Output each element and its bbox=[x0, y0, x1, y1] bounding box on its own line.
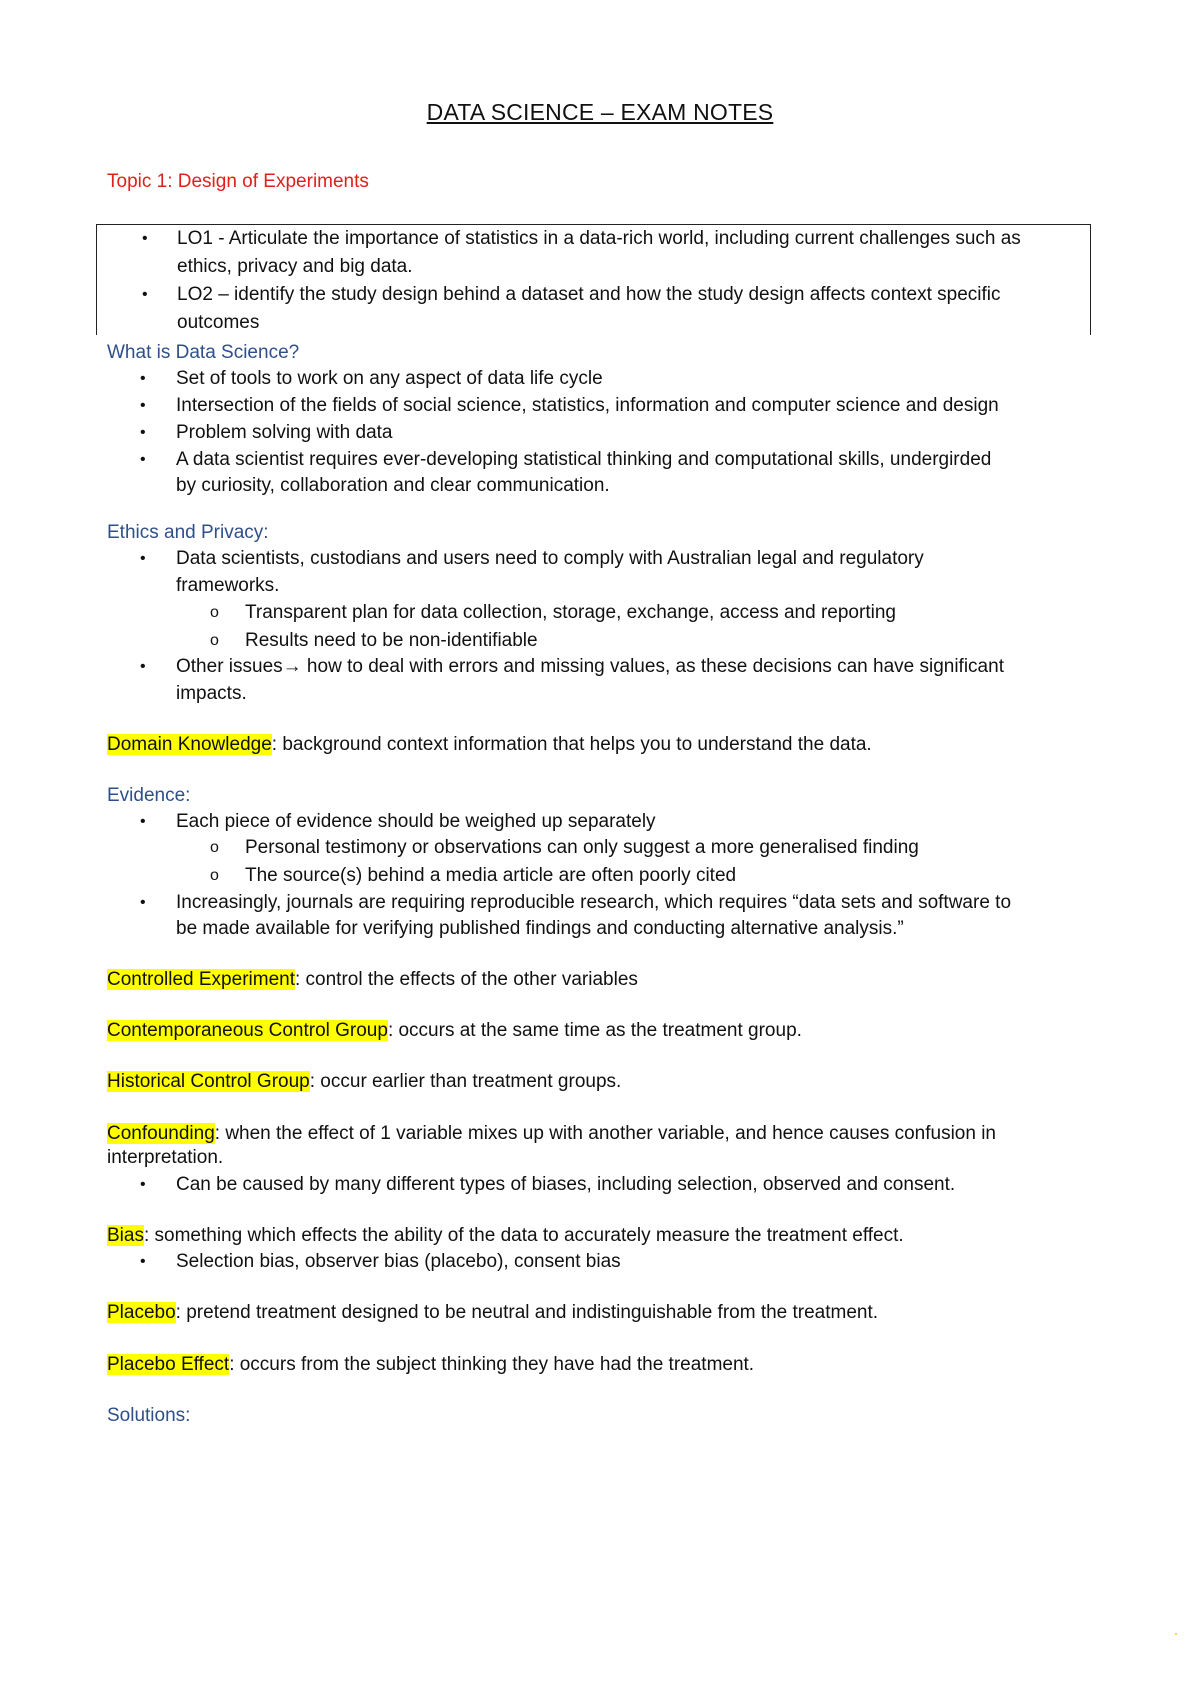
sub-list-item-text: Transparent plan for data collection, storage, exchange, access and reporting bbox=[245, 602, 896, 623]
list-item-text: impacts. bbox=[176, 683, 247, 704]
definition-placebo-effect bbox=[107, 1351, 1107, 1379]
definition-contemporaneous-control bbox=[107, 1017, 1107, 1045]
sub-list-item-text: Results need to be non-identifiable bbox=[245, 630, 538, 651]
page-title: DATA SCIENCE – EXAM NOTES bbox=[426, 99, 774, 125]
learning-objectives-box bbox=[96, 224, 1091, 335]
list-item-text: Data scientists, custodians and users need to comply with Australian legal and regulatory bbox=[176, 548, 924, 569]
bullet-icon: • bbox=[140, 1176, 146, 1193]
section-heading-ethics: Ethics and Privacy: bbox=[107, 522, 269, 543]
list-item-text: Each piece of evidence should be weighed up separately bbox=[176, 811, 656, 832]
list-item bbox=[97, 281, 1090, 337]
definition-controlled-experiment bbox=[107, 966, 1107, 994]
definition-placebo bbox=[107, 1299, 1107, 1327]
list-item-text: Selection bias, observer bias (placebo), consent bias bbox=[176, 1251, 621, 1272]
highlighted-term: Confounding bbox=[107, 1123, 215, 1144]
circle-bullet-icon: o bbox=[210, 604, 219, 621]
list-item-text: Can be caused by many different types of biases, including selection, observed and consent. bbox=[176, 1174, 956, 1195]
definition-text: : background context information that helps you to understand the data. bbox=[271, 734, 872, 755]
list-item-text: Set of tools to work on any aspect of data life cycle bbox=[176, 368, 603, 389]
definition-continuation: interpretation. bbox=[107, 1147, 224, 1168]
bullet-icon: • bbox=[140, 550, 146, 567]
highlighted-term: Placebo bbox=[107, 1302, 176, 1323]
arrow-right-icon: → bbox=[282, 656, 302, 677]
circle-bullet-icon: o bbox=[210, 839, 219, 856]
list-item-text-start: Other issues bbox=[176, 656, 283, 677]
section-heading-solutions: Solutions: bbox=[107, 1405, 191, 1426]
learning-objectives-list bbox=[97, 225, 1090, 337]
definition-bias bbox=[107, 1222, 1107, 1250]
bullet-icon: • bbox=[140, 813, 146, 830]
list-item bbox=[97, 225, 1090, 281]
definition-text: : occur earlier than treatment groups. bbox=[309, 1071, 622, 1092]
list-item-text: A data scientist requires ever-developing statistical thinking and computational skills, undergirded bbox=[176, 449, 992, 470]
list-item-text: Problem solving with data bbox=[176, 422, 393, 443]
definition-historical-control bbox=[107, 1068, 1107, 1096]
sub-list-item-text: Personal testimony or observations can only suggest a more generalised finding bbox=[245, 837, 919, 858]
definition-text: : something which effects the ability of the data to accurately measure the treatment effect. bbox=[143, 1225, 904, 1246]
list-item-text-end: how to deal with errors and missing values, as these decisions can have significant bbox=[301, 656, 1004, 677]
bullet-icon: • bbox=[140, 397, 146, 414]
bullet-icon: • bbox=[140, 1253, 146, 1270]
definition-text: : control the effects of the other variables bbox=[294, 969, 638, 990]
bullet-icon: • bbox=[140, 370, 146, 387]
list-item-text: Intersection of the fields of social science, statistics, information and computer science and design bbox=[176, 395, 999, 416]
definition-domain-knowledge bbox=[107, 731, 1107, 759]
topic-heading: Topic 1: Design of Experiments bbox=[107, 171, 369, 192]
list-item-text bbox=[176, 653, 1126, 681]
highlighted-term: Contemporaneous Control Group bbox=[107, 1020, 388, 1041]
bullet-icon: • bbox=[142, 286, 148, 303]
objective-text: LO2 – identify the study design behind a dataset and how the study design affects context specific outcomes bbox=[177, 284, 1001, 333]
section-heading-what-is-ds: What is Data Science? bbox=[107, 342, 300, 363]
definition-text: : occurs at the same time as the treatment group. bbox=[387, 1020, 802, 1041]
definition-text: : when the effect of 1 variable mixes up with another variable, and hence causes confusion in bbox=[214, 1123, 997, 1144]
sub-list-item-text: The source(s) behind a media article are often poorly cited bbox=[245, 865, 737, 886]
list-item-text: frameworks. bbox=[176, 575, 280, 596]
objective-text: LO1 - Articulate the importance of statistics in a data-rich world, including current challenges such as ethics, privacy and big data. bbox=[177, 228, 1021, 277]
definition-text: : pretend treatment designed to be neutral and indistinguishable from the treatment. bbox=[175, 1302, 879, 1323]
section-heading-evidence: Evidence: bbox=[107, 785, 191, 806]
bullet-icon: • bbox=[140, 451, 146, 468]
bullet-icon: • bbox=[140, 424, 146, 441]
bullet-icon: • bbox=[140, 894, 146, 911]
list-item-text: be made available for verifying published findings and conducting alternative analysis.” bbox=[176, 918, 904, 939]
list-item-text: Increasingly, journals are requiring reproducible research, which requires “data sets and software to bbox=[176, 892, 1012, 913]
highlighted-term: Historical Control Group bbox=[107, 1071, 310, 1092]
highlighted-term: Bias bbox=[107, 1225, 144, 1246]
circle-bullet-icon: o bbox=[210, 632, 219, 649]
highlighted-term: Placebo Effect bbox=[107, 1354, 230, 1375]
list-item-text: by curiosity, collaboration and clear communication. bbox=[176, 475, 610, 496]
definition-text: : occurs from the subject thinking they have had the treatment. bbox=[229, 1354, 755, 1375]
bullet-icon: • bbox=[140, 658, 146, 675]
bullet-icon: • bbox=[142, 230, 148, 247]
stray-mark bbox=[1175, 1633, 1177, 1635]
highlighted-term: Controlled Experiment bbox=[107, 969, 295, 990]
highlighted-term: Domain Knowledge bbox=[107, 734, 272, 755]
circle-bullet-icon: o bbox=[210, 867, 219, 884]
